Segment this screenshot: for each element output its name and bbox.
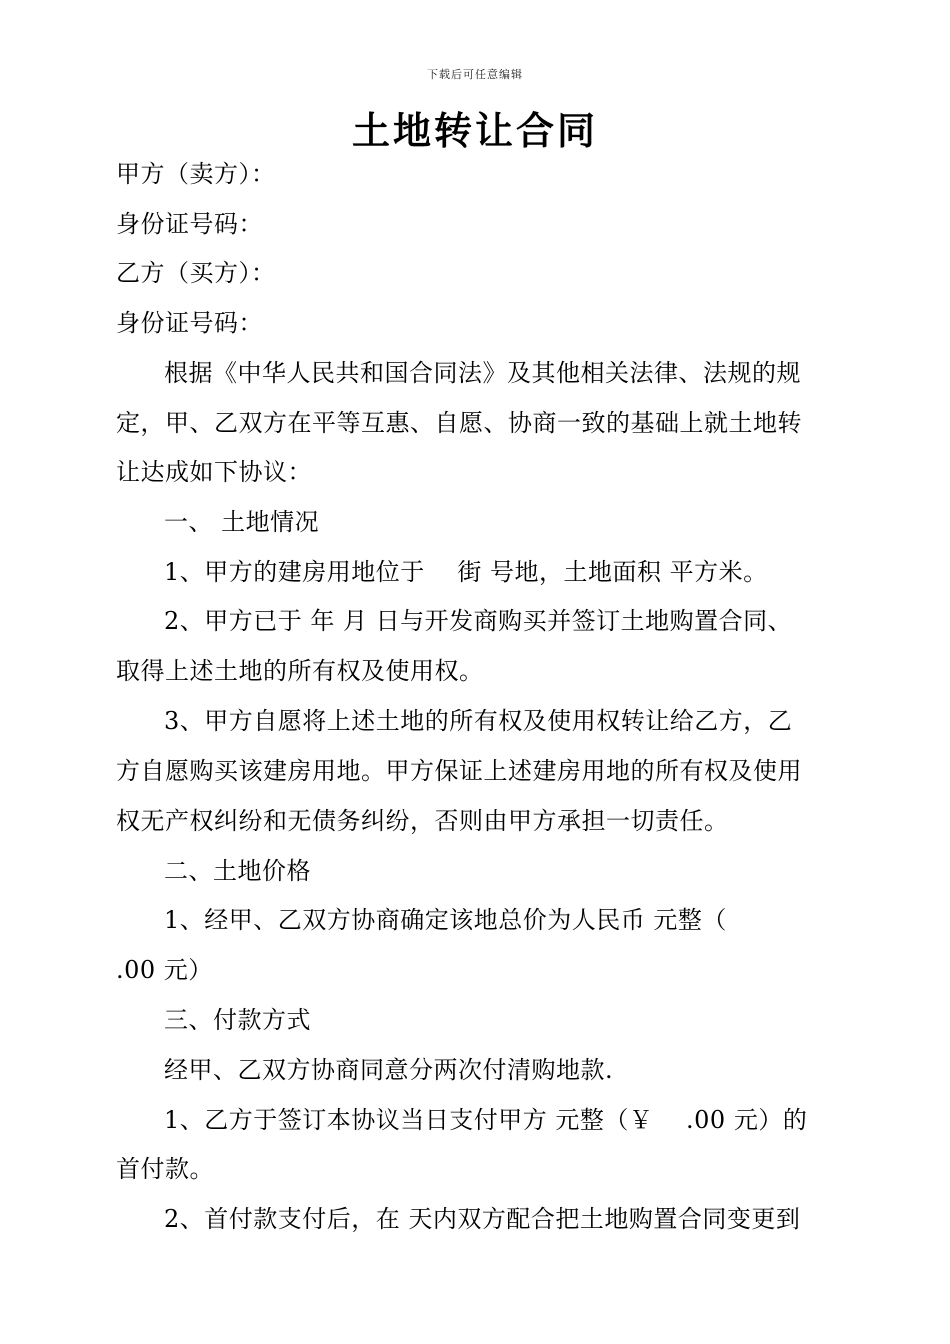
clause-2-1: 1、经甲、乙双方协商确定该地总价为人民币 元整（ <box>164 906 727 934</box>
preamble-line: 根据《中华人民共和国合同法》及其他相关法律、法规的规 <box>164 359 801 387</box>
clause-1-2: 2、甲方已于 年 月 日与开发商购买并签订土地购置合同、 <box>164 607 793 635</box>
party-a-id-line: 身份证号码： <box>116 210 263 238</box>
preamble-line: 定，甲、乙双方在平等互惠、自愿、协商一致的基础上就土地转 <box>116 409 802 437</box>
clause-3-2: 2、首付款支付后，在 天内双方配合把土地购置合同变更到 <box>164 1205 801 1233</box>
clause-1-2-cont: 取得上述土地的所有权及使用权。 <box>116 657 484 685</box>
section-heading-land: 一、 土地情况 <box>164 508 320 536</box>
party-b-id-line: 身份证号码： <box>116 309 263 337</box>
clause-3-1-cont: 首付款。 <box>116 1155 214 1183</box>
clause-1-3: 3、甲方自愿将上述土地的所有权及使用权转让给乙方，乙 <box>164 707 793 735</box>
clause-1-3-cont: 方自愿购买该建房用地。甲方保证上述建房用地的所有权及使用 <box>116 757 802 785</box>
party-a-line: 甲方（卖方）： <box>116 160 276 188</box>
clause-3-1: 1、乙方于签订本协议当日支付甲方 元整（￥ .00 元）的 <box>164 1106 808 1134</box>
party-b-line: 乙方（买方）： <box>116 259 276 287</box>
clause-1-3-cont: 权无产权纠纷和无债务纠纷，否则由甲方承担一切责任。 <box>116 807 729 835</box>
payment-intro: 经甲、乙双方协商同意分两次付清购地款. <box>164 1056 614 1084</box>
section-heading-price: 二、土地价格 <box>164 857 311 885</box>
section-heading-payment: 三、付款方式 <box>164 1006 311 1034</box>
document-title: 土地转让合同 <box>351 109 598 153</box>
header-note: 下载后可任意编辑 <box>427 68 523 81</box>
clause-1-1: 1、甲方的建房用地位于 街 号地，土地面积 平方米。 <box>164 558 768 586</box>
clause-2-1-cont: .00 元） <box>116 956 213 984</box>
preamble-line: 让达成如下协议： <box>116 458 312 486</box>
